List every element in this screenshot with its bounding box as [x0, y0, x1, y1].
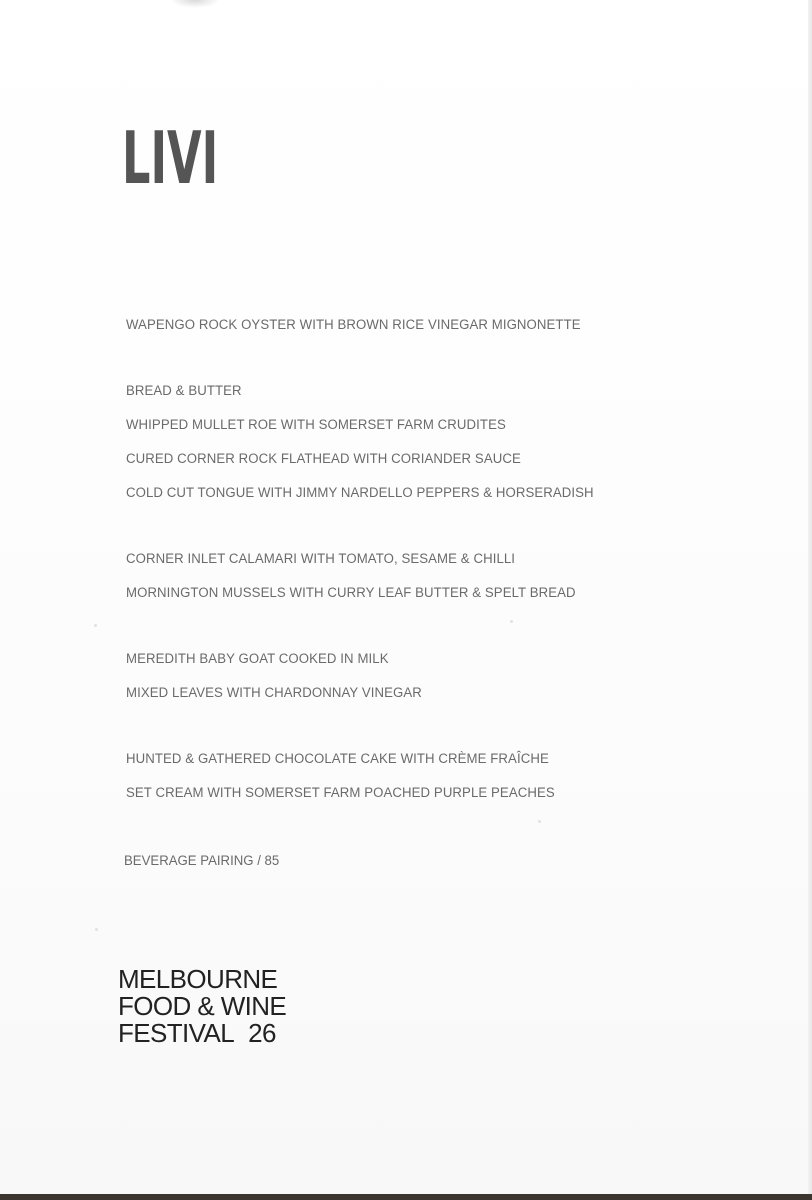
course-1: [126, 308, 766, 342]
menu-item: MIXED LEAVES WITH CHARDONNAY VINEGAR: [126, 685, 422, 701]
card-shadow: [170, 0, 220, 8]
festival-logo-word: FESTIVAL: [118, 1018, 235, 1048]
paper-speck: [510, 620, 513, 623]
course-4: [126, 642, 766, 710]
course-2: [126, 374, 766, 510]
menu-item: CURED CORNER ROCK FLATHEAD WITH CORIANDER SAUCE: [126, 451, 521, 467]
menu-item: CORNER INLET CALAMARI WITH TOMATO, SESAME & CHILLI: [126, 551, 516, 567]
course-3: [126, 542, 766, 610]
festival-logo-line-2: FOOD & WINE: [118, 991, 287, 1021]
festival-year: 26: [248, 1018, 276, 1048]
menu-item: COLD CUT TONGUE WITH JIMMY NARDELLO PEPPERS & HORSERADISH: [126, 485, 594, 501]
card-right-edge: [808, 0, 812, 1194]
festival-logo-line-1: MELBOURNE: [118, 964, 278, 994]
menu-item: BREAD & BUTTER: [126, 383, 242, 399]
paper-speck: [95, 928, 98, 931]
course-5: [126, 742, 766, 810]
menu-item: WHIPPED MULLET ROE WITH SOMERSET FARM CRUDITES: [126, 417, 506, 433]
festival-logo-line-3: [118, 1020, 286, 1047]
paper-speck: [538, 820, 541, 823]
menu-list: [126, 308, 766, 842]
card-bottom-edge: [0, 1194, 812, 1200]
menu-item: HUNTED & GATHERED CHOCOLATE CAKE WITH CRÈME FRAÎCHE: [126, 751, 549, 767]
restaurant-title: LIVI: [122, 116, 219, 200]
beverage-pairing: BEVERAGE PAIRING / 85: [124, 853, 280, 869]
festival-logo: [118, 966, 286, 1047]
paper-speck: [94, 624, 97, 627]
menu-item: MORNINGTON MUSSELS WITH CURRY LEAF BUTTER & SPELT BREAD: [126, 585, 576, 601]
menu-item: SET CREAM WITH SOMERSET FARM POACHED PURPLE PEACHES: [126, 785, 555, 801]
menu-item: MEREDITH BABY GOAT COOKED IN MILK: [126, 651, 389, 667]
menu-item: WAPENGO ROCK OYSTER WITH BROWN RICE VINEGAR MIGNONETTE: [126, 317, 581, 333]
